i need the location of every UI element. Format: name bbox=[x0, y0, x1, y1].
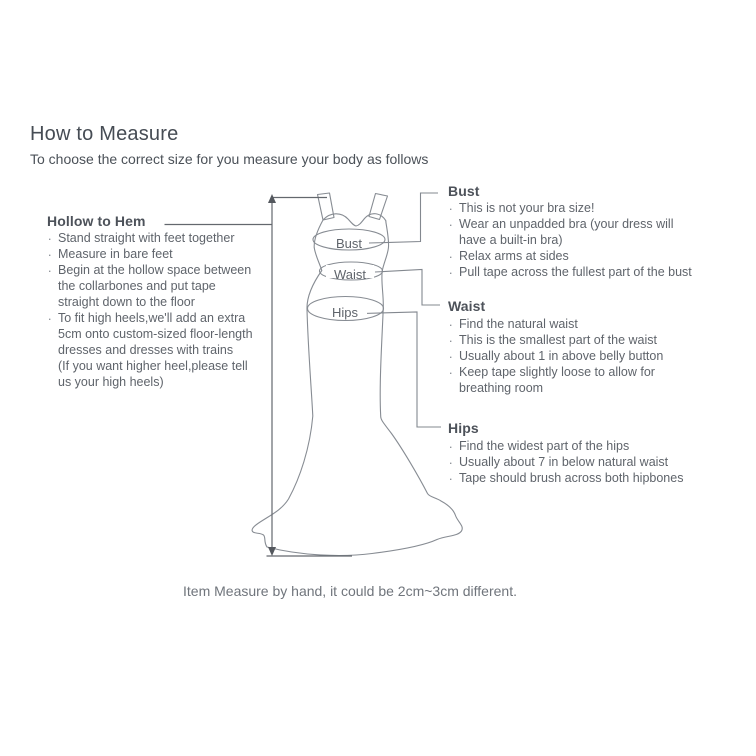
bullet-dot: . bbox=[449, 331, 453, 345]
list-item-continuation bbox=[448, 380, 738, 396]
dress-neckline bbox=[324, 214, 387, 226]
waist-diagram-label: Waist bbox=[333, 267, 367, 282]
list-item bbox=[448, 316, 738, 332]
list-item-text: 5cm onto custom-sized floor-length bbox=[58, 327, 253, 341]
list-item bbox=[47, 230, 287, 246]
list-item-text: Find the natural waist bbox=[459, 317, 578, 331]
page-subtitle: To choose the correct size for you measure your body as follows bbox=[30, 151, 429, 167]
list-item-text: breathing room bbox=[459, 381, 544, 395]
bust-heading: Bust bbox=[448, 183, 480, 199]
waist-connector-line bbox=[375, 270, 440, 306]
bullet-dot: . bbox=[449, 453, 453, 467]
list-item-text: (If you want higher heel,please tell bbox=[58, 359, 248, 373]
bust-connector-line bbox=[369, 193, 438, 243]
list-item-continuation bbox=[47, 358, 287, 374]
hips-list bbox=[448, 438, 738, 486]
bullet-dot: . bbox=[48, 229, 52, 243]
list-item-text: Tape should brush across both hipbones bbox=[459, 471, 684, 485]
list-item bbox=[47, 246, 287, 262]
list-item-text: Usually about 7 in below natural waist bbox=[459, 455, 669, 469]
list-item-text: the collarbones and put tape bbox=[58, 279, 216, 293]
bullet-dot: . bbox=[449, 315, 453, 329]
measurement-disclaimer: Item Measure by hand, it could be 2cm~3cm different. bbox=[183, 583, 517, 599]
list-item-text: Pull tape across the fullest part of the bust bbox=[459, 265, 692, 279]
list-item-text: Find the widest part of the hips bbox=[459, 439, 630, 453]
list-item-text: Usually about 1 in above belly button bbox=[459, 349, 664, 363]
hips-connector-line bbox=[362, 312, 441, 427]
bullet-dot: . bbox=[449, 199, 453, 213]
bullet-dot: . bbox=[48, 245, 52, 259]
bullet-dot: . bbox=[449, 247, 453, 261]
hips-heading: Hips bbox=[448, 420, 479, 436]
bullet-dot: . bbox=[449, 363, 453, 377]
list-item-text: dresses and dresses with trains bbox=[58, 343, 234, 357]
waist-list bbox=[448, 316, 738, 396]
list-item-text: Measure in bare feet bbox=[58, 247, 173, 261]
bust-diagram-label: Bust bbox=[335, 236, 363, 251]
list-item bbox=[448, 364, 738, 380]
hollow-to-hem-list bbox=[47, 230, 287, 390]
list-item bbox=[448, 332, 738, 348]
list-item-text: Wear an unpadded bra (your dress will bbox=[459, 217, 674, 231]
bullet-dot: . bbox=[449, 215, 453, 229]
list-item-continuation bbox=[47, 342, 287, 358]
list-item-text: This is not your bra size! bbox=[459, 201, 595, 215]
list-item bbox=[47, 310, 287, 326]
list-item bbox=[448, 200, 738, 216]
list-item bbox=[448, 438, 738, 454]
page-title: How to Measure bbox=[30, 123, 179, 145]
list-item bbox=[448, 216, 738, 232]
list-item bbox=[448, 470, 738, 486]
list-item-text: have a built-in bra) bbox=[459, 233, 563, 247]
list-item bbox=[448, 248, 738, 264]
list-item-text: Keep tape slightly loose to allow for bbox=[459, 365, 655, 379]
list-item-text: straight down to the floor bbox=[58, 295, 195, 309]
list-item-continuation bbox=[47, 278, 287, 294]
bullet-dot: . bbox=[449, 469, 453, 483]
dress-right-strap bbox=[369, 194, 388, 220]
list-item-text: Relax arms at sides bbox=[459, 249, 569, 263]
bullet-dot: . bbox=[48, 309, 52, 323]
list-item-text: us your high heels) bbox=[58, 375, 164, 389]
list-item bbox=[448, 454, 738, 470]
list-item-continuation bbox=[47, 294, 287, 310]
arrow-down-icon bbox=[268, 547, 276, 556]
list-item bbox=[448, 264, 738, 280]
waist-heading: Waist bbox=[448, 298, 486, 314]
list-item-text: This is the smallest part of the waist bbox=[459, 333, 657, 347]
list-item-continuation bbox=[448, 232, 738, 248]
list-item-text: Begin at the hollow space between bbox=[58, 263, 252, 277]
bullet-dot: . bbox=[48, 261, 52, 275]
list-item bbox=[448, 348, 738, 364]
bullet-dot: . bbox=[449, 347, 453, 361]
hips-diagram-label: Hips bbox=[331, 305, 359, 320]
list-item-text: Stand straight with feet together bbox=[58, 231, 235, 245]
hollow-to-hem-heading: Hollow to Hem bbox=[47, 213, 146, 229]
list-item bbox=[47, 262, 287, 278]
bullet-dot: . bbox=[449, 437, 453, 451]
arrow-up-icon bbox=[268, 194, 276, 203]
bust-list bbox=[448, 200, 738, 280]
bullet-dot: . bbox=[449, 263, 453, 277]
list-item-continuation bbox=[47, 374, 287, 390]
list-item-text: To fit high heels,we'll add an extra bbox=[58, 311, 246, 325]
list-item-continuation bbox=[47, 326, 287, 342]
